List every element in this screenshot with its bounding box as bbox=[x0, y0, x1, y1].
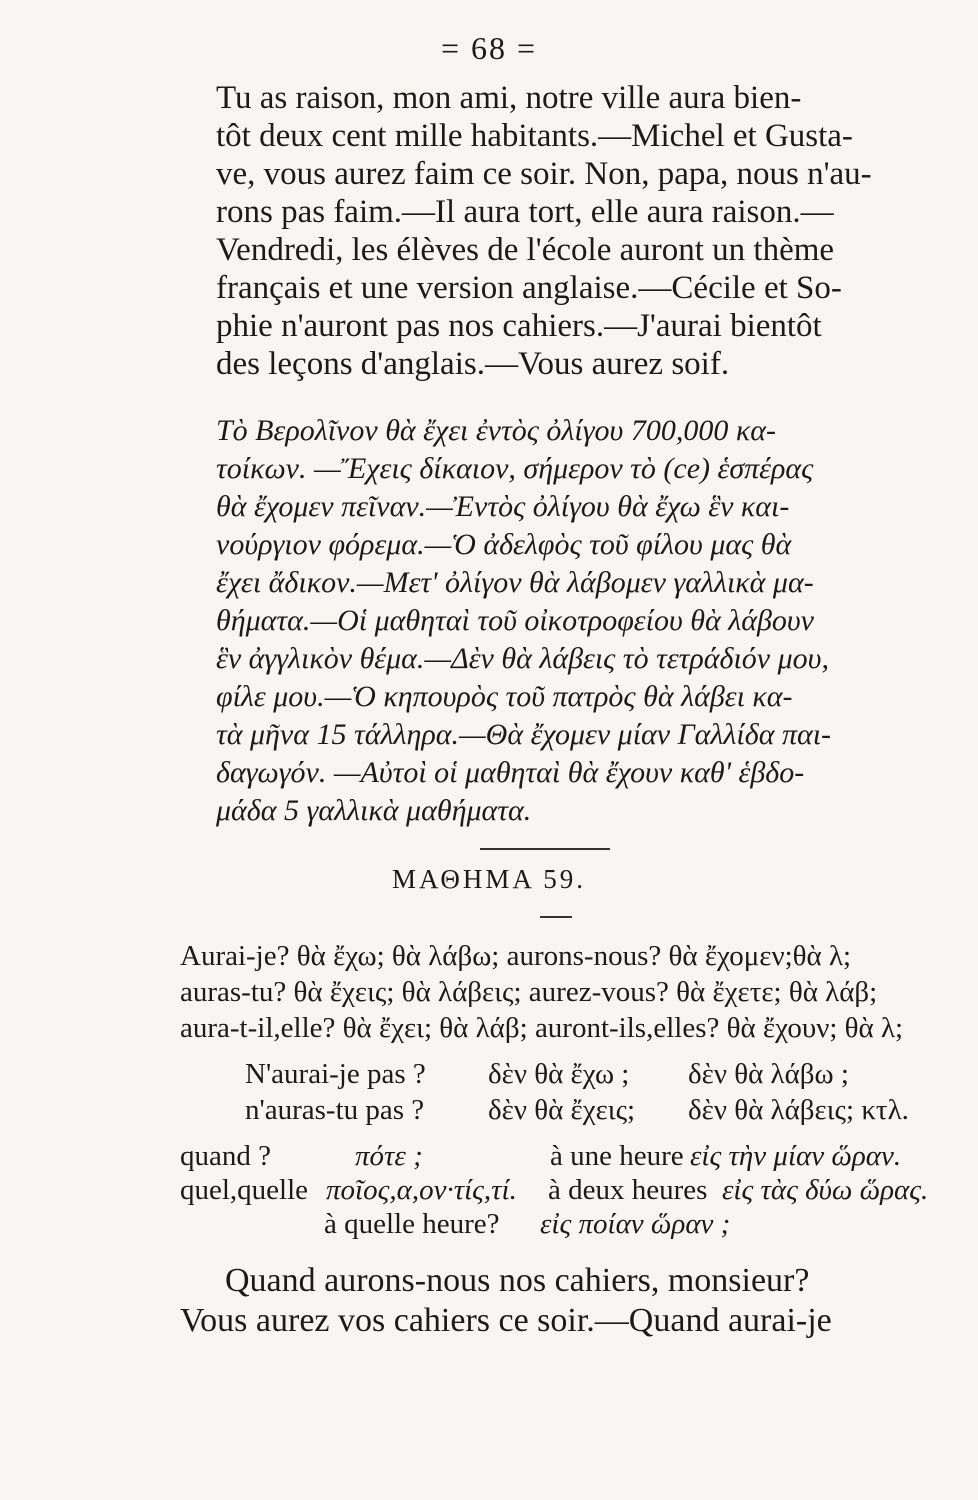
text-line: ἔχει ἄδικον.—Μετ' ὀλίγον θὰ λάβομεν γαλλικὰ μα- bbox=[216, 566, 814, 599]
conjugation-line: aura-t-il,elle? θὰ ἔχει; θὰ λάβ; auront-ils,elles? θὰ ἔχουν; θὰ λ; bbox=[180, 1012, 904, 1044]
text-line: Quand aurons-nous nos cahiers, monsieur? bbox=[225, 1262, 810, 1299]
text-line: phie n'auront pas nos cahiers.—J'aurai bientôt bbox=[216, 308, 822, 344]
text-line: français et une version anglaise.—Cécile et So- bbox=[216, 270, 842, 306]
text-line: τὰ μῆνα 15 τάλληρα.—Θὰ ἔχομεν μίαν Γαλλίδα παι- bbox=[216, 718, 832, 751]
vocab-fr: quand ? bbox=[180, 1140, 271, 1172]
page-number: = 68 = bbox=[440, 30, 538, 66]
text-line: ἓν ἀγγλικὸν θέμα.—Δὲν θὰ λάβεις τὸ τετράδιόν μου, bbox=[216, 642, 829, 675]
text-line: νούργιον φόρεμα.—Ὁ ἀδελφὸς τοῦ φίλου μας θὰ bbox=[216, 528, 792, 561]
conjugation-line: auras-tu? θὰ ἔχεις; θὰ λάβεις; aurez-vous? θὰ ἔχετε; θὰ λάβ; bbox=[180, 976, 878, 1008]
negative-fr: N'aurai-je pas ? bbox=[245, 1058, 426, 1090]
text-line: θήματα.—Οἱ μαθηταὶ τοῦ οἰκοτροφείου θὰ λάβουν bbox=[216, 604, 814, 637]
text-line: τοίκων. —Ἔχεις δίκαιον, σήμερον τὸ (ce) ἑσπέρας bbox=[216, 452, 814, 485]
negative-gr: δὲν θὰ λάβεις; κτλ. bbox=[688, 1094, 909, 1126]
short-divider bbox=[540, 916, 572, 918]
vocab-gr: ποῖος,α,ον·τίς,τί. bbox=[326, 1174, 517, 1206]
vocab-gr: εἰς τὰς δύω ὥρας. bbox=[722, 1174, 929, 1206]
text-line: Tu as raison, mon ami, notre ville aura bien- bbox=[216, 80, 802, 116]
text-line: rons pas faim.—Il aura tort, elle aura raison.— bbox=[216, 194, 834, 230]
text-line: μάδα 5 γαλλικὰ μαθήματα. bbox=[216, 794, 532, 827]
negative-gr: δὲν θὰ λάβω ; bbox=[688, 1058, 849, 1090]
vocab-fr: à deux heures bbox=[548, 1174, 708, 1206]
conjugation-line: Aurai-je? θὰ ἔχω; θὰ λάβω; aurons-nous? θὰ ἔχομεν;θὰ λ; bbox=[180, 940, 852, 972]
text-line: Vendredi, les élèves de l'école auront un thème bbox=[216, 232, 835, 268]
negative-fr: n'auras-tu pas ? bbox=[245, 1094, 425, 1126]
text-line: θὰ ἔχομεν πεῖναν.—Ἐντὸς ὀλίγου θὰ ἔχω ἓν και- bbox=[216, 490, 790, 523]
text-line: δαγωγόν. —Αὐτοὶ οἱ μαθηταὶ θὰ ἔχουν καθ' ἑβδο- bbox=[216, 756, 805, 789]
vocab-fr: à quelle heure? bbox=[324, 1208, 500, 1240]
vocab-gr: πότε ; bbox=[355, 1140, 423, 1172]
text-line: tôt deux cent mille habitants.—Michel et Gusta- bbox=[216, 118, 853, 154]
lesson-heading: ΜΑΘΗΜΑ 59. bbox=[392, 864, 586, 894]
vocab-fr: quel,quelle bbox=[180, 1174, 309, 1206]
negative-gr: δὲν θὰ ἔχεις; bbox=[488, 1094, 636, 1126]
negative-gr: δὲν θὰ ἔχω ; bbox=[488, 1058, 630, 1090]
text-line: ve, vous aurez faim ce soir. Non, papa, nous n'au- bbox=[216, 156, 872, 192]
section-divider bbox=[480, 848, 610, 850]
text-line: Τὸ Βερολῖνον θὰ ἔχει ἐντὸς ὀλίγου 700,000 κα- bbox=[216, 414, 776, 447]
vocab-gr: εἰς ποίαν ὥραν ; bbox=[540, 1208, 731, 1240]
text-line: Vous aurez vos cahiers ce soir.—Quand aurai-je bbox=[180, 1302, 832, 1339]
vocab-gr: εἰς τὴν μίαν ὥραν. bbox=[690, 1140, 902, 1172]
text-line: φίλε μου.—Ὁ κηπουρὸς τοῦ πατρὸς θὰ λάβει κα- bbox=[216, 680, 793, 713]
vocab-fr: à une heure bbox=[550, 1140, 684, 1172]
text-line: des leçons d'anglais.—Vous aurez soif. bbox=[216, 346, 730, 382]
